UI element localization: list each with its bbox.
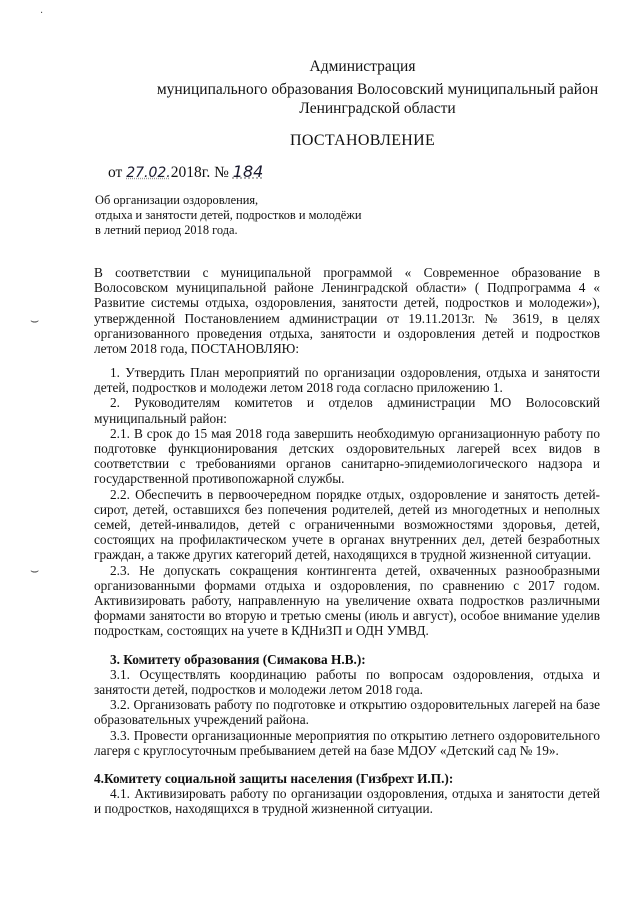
item-3-3: 3.3. Провести организационные мероприятия по открытию летнего оздоровительного лагеря с круглосуточным пребыванием детей на базе МДОУ «Детский сад № 19». [94, 727, 600, 758]
subject-block [95, 193, 395, 238]
header-line-2: муниципального образования Волосовский муниципальный район [156, 81, 599, 98]
item-1: 1. Утвердить План мероприятий по организации оздоровления, отдыха и занятости детей, подростков и молодежи летом 2018 года согласно приложению 1. [94, 365, 600, 396]
date-line [108, 162, 263, 182]
margin-mark: ⌣ [30, 563, 40, 579]
handwritten-date: 27.02. [126, 165, 171, 181]
year-suffix: 2018г. № [170, 164, 229, 181]
subject-line: Об организации оздоровления, [95, 193, 259, 207]
item-2-1: 2.1. В срок до 15 мая 2018 года завершить необходимую организационную работу по подготовке функционирования детских оздоровительных лагерей всех видов в соответствии с требованиями органов санитарно-эпидемиологического надзора и государственной противопожарной службы. [94, 425, 600, 487]
date-prefix: от [108, 164, 123, 181]
subject-line: отдыха и занятости детей, подростков и молодёжи [95, 208, 362, 222]
handwritten-number: 184 [232, 162, 264, 181]
header-line-1: Администрация [309, 58, 416, 75]
item-3-2: 3.2. Организовать работу по подготовке и открытию оздоровительных лагерей на базе образовательных учреждений района. [94, 697, 600, 728]
resolution-items [94, 365, 600, 817]
preamble: В соответствии с муниципальной программой « Современное образование в Волосовском муниципальной районе Ленинградской области» ( Подпрограмма 4 « Развитие системы отдыха, оздоровления, занятости детей, подростков и молодежи»), утвержденной Постановлением администрации от 19.11.2013г. № 3619, в целях организованного проведения отдыха, занятости и оздоровления детей и подростков летом 2018 года, ПОСТАНОВЛЯЮ: [94, 265, 600, 357]
item-2-2: 2.2. Обеспечить в первоочередном порядке отдых, оздоровление и занятость детей-сирот, детей, оставшихся без попечения родителей, детей из многодетных и неполных семей, детей-инвалидов, детей с ограниченными возможностями здоровья, детей, состоящих на профилактическом учете в органах внутренних дел, детей безработных граждан, а также других категорий детей, находящихся в трудной жизненной ситуации. [94, 486, 600, 563]
subject-line: в летний период 2018 года. [95, 223, 238, 237]
item-3-heading: 3. Комитету образования (Симакова Н.В.): [110, 651, 366, 667]
item-2: 2. Руководителям комитетов и отделов администрации МО Волосовский муниципальный район: [94, 395, 600, 426]
item-4-1: 4.1. Активизировать работу по организации оздоровления, отдыха и занятости детей и подростков, находящихся в трудной жизненной ситуации. [94, 786, 600, 817]
document-title: ПОСТАНОВЛЕНИЕ [290, 132, 436, 149]
corner-mark: · [40, 8, 44, 19]
margin-mark: ⌣ [30, 313, 40, 329]
item-3-1: 3.1. Осуществлять координацию работы по вопросам оздоровления, отдыха и занятости детей, подростков и молодежи летом 2018 года. [94, 666, 600, 698]
item-4-heading: 4.Комитету социальной защиты населения (Гизбрехт И.П.): [94, 771, 454, 787]
item-2-3: 2.3. Не допускать сокращения контингента детей, охваченных разнообразными организованными формами отдыха и оздоровления, по сравнению с 2017 годом. Активизировать работу, направленную на увеличение охвата подростков различными формами занятости во вторую и третью смены (июль и август), особое внимание уделив подросткам, состоящих на учете в КДНиЗП и ОДН УМВД. [94, 562, 600, 639]
header-line-3: Ленинградской области [299, 100, 456, 117]
